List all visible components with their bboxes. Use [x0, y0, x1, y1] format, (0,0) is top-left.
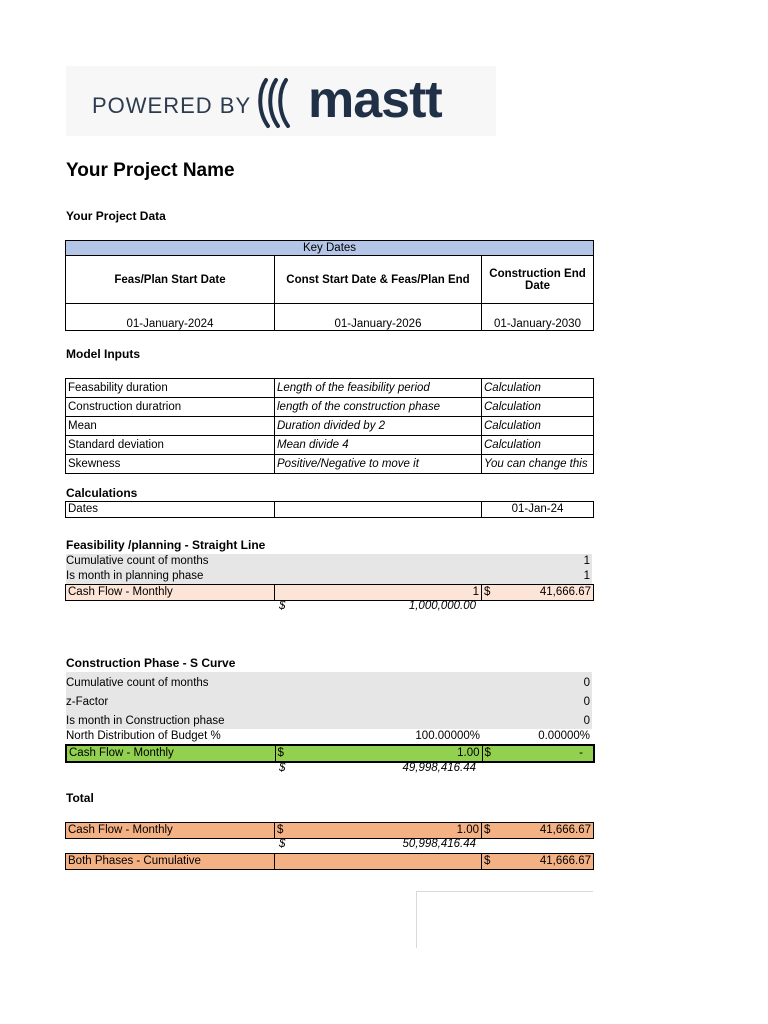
model-inputs-heading: Model Inputs	[66, 347, 140, 361]
input-note[interactable]: You can change this	[482, 455, 594, 474]
const-zfactor-label: z-Factor	[66, 696, 109, 708]
input-name: Mean	[66, 417, 275, 436]
total-cumulative-value[interactable]: 41,666.67	[494, 854, 594, 870]
const-cashflow-label: Cash Flow - Monthly	[66, 745, 275, 762]
dates-empty-cell[interactable]	[275, 502, 482, 518]
input-desc: Mean divide 4	[275, 436, 482, 455]
table-row	[66, 417, 594, 436]
total-cashflow-currency: $	[482, 823, 494, 839]
const-end-label: Construction End Date	[482, 256, 594, 304]
total-cumulative-empty[interactable]	[275, 854, 482, 870]
input-name: Feasability duration	[66, 379, 275, 398]
feas-cumulative-label: Cumulative count of months	[66, 555, 209, 567]
const-north-value[interactable]: 0.00000%	[538, 730, 590, 742]
feas-cashflow-currency: $	[482, 585, 494, 601]
total-cashflow-label: Cash Flow - Monthly	[66, 823, 275, 839]
mastt-mark-icon	[258, 76, 298, 130]
construction-heading: Construction Phase - S Curve	[66, 656, 236, 670]
dates-label: Dates	[66, 502, 275, 518]
const-cumulative-value[interactable]: 0	[583, 677, 590, 689]
model-inputs-table	[65, 378, 594, 474]
input-name: Standard deviation	[66, 436, 275, 455]
const-inphase-label: Is month in Construction phase	[66, 715, 225, 727]
const-total-currency: $	[279, 762, 286, 774]
input-desc: Duration divided by 2	[275, 417, 482, 436]
feas-inphase-label: Is month in planning phase	[66, 570, 204, 582]
const-north-row	[66, 729, 592, 744]
total-cashflow-mid[interactable]: 1.00	[287, 823, 482, 839]
mastt-brand-text: mastt	[308, 71, 442, 129]
input-desc: Length of the feasibility period	[275, 379, 482, 398]
page-title: Your Project Name	[66, 160, 235, 181]
const-north-label: North Distribution of Budget %	[66, 730, 221, 742]
total-cashflow-mid-currency: $	[275, 823, 287, 839]
total-cashflow-row	[65, 822, 594, 839]
total-cumulative-row	[65, 853, 594, 870]
total-heading: Total	[66, 791, 94, 805]
input-note[interactable]: Calculation	[482, 379, 594, 398]
project-data-heading: Your Project Data	[66, 209, 166, 223]
table-row	[66, 379, 594, 398]
table-row	[66, 436, 594, 455]
input-desc: length of the construction phase	[275, 398, 482, 417]
total-cumulative-currency: $	[482, 854, 494, 870]
input-note[interactable]: Calculation	[482, 398, 594, 417]
table-row	[66, 455, 594, 474]
total-sum-currency: $	[279, 838, 286, 850]
const-cumulative-label: Cumulative count of months	[66, 677, 209, 689]
const-zfactor-row	[66, 691, 592, 710]
feas-inphase-value[interactable]: 1	[583, 570, 590, 582]
input-desc: Positive/Negative to move it	[275, 455, 482, 474]
const-inphase-value[interactable]: 0	[583, 715, 590, 727]
const-end-value[interactable]: 01-January-2030	[482, 304, 594, 331]
const-cashflow-row	[65, 744, 595, 763]
const-start-label: Const Start Date & Feas/Plan End	[275, 256, 482, 304]
key-dates-header: Key Dates	[66, 241, 594, 256]
feas-cashflow-label: Cash Flow - Monthly	[66, 585, 275, 601]
input-name: Skewness	[66, 455, 275, 474]
feas-total-currency: $	[279, 600, 286, 612]
feas-cashflow-mid[interactable]: 1	[275, 585, 482, 601]
mastt-logo	[66, 66, 496, 136]
total-cumulative-label: Both Phases - Cumulative	[66, 854, 275, 870]
const-north-mid[interactable]: 100.00000%	[415, 730, 480, 742]
total-cashflow-value[interactable]: 41,666.67	[494, 823, 594, 839]
feas-cumulative-row	[66, 554, 592, 569]
powered-by-text: POWERED BY	[92, 93, 252, 118]
feas-cashflow-value[interactable]: 41,666.67	[494, 585, 594, 601]
dates-value[interactable]: 01-Jan-24	[482, 502, 594, 518]
const-cumulative-row	[66, 672, 592, 691]
input-note[interactable]: Calculation	[482, 417, 594, 436]
const-start-value[interactable]: 01-January-2026	[275, 304, 482, 331]
calculations-heading: Calculations	[66, 486, 138, 500]
const-inphase-row	[66, 710, 592, 729]
feasibility-heading: Feasibility /planning - Straight Line	[66, 538, 266, 552]
const-total-value: 49,998,416.44	[402, 762, 476, 774]
input-name: Construction duratrion	[66, 398, 275, 417]
total-sum-value: 50,998,416.44	[402, 838, 476, 850]
const-zfactor-value[interactable]: 0	[583, 696, 590, 708]
blank-cell-area	[416, 891, 593, 948]
feas-start-value[interactable]: 01-January-2024	[66, 304, 275, 331]
dates-row	[65, 501, 594, 518]
table-row	[66, 398, 594, 417]
key-dates-table	[65, 240, 594, 331]
const-cashflow-mid[interactable]: 1.00	[287, 745, 482, 762]
feas-cashflow-row	[65, 584, 594, 601]
input-note[interactable]: Calculation	[482, 436, 594, 455]
const-cashflow-currency: $	[482, 745, 494, 762]
feas-total-value: 1,000,000.00	[408, 600, 476, 612]
feas-cumulative-value[interactable]: 1	[583, 555, 590, 567]
const-cashflow-value[interactable]: -	[494, 745, 594, 762]
const-cashflow-mid-currency: $	[275, 745, 287, 762]
feas-start-label: Feas/Plan Start Date	[66, 256, 275, 304]
feas-inphase-row	[66, 569, 592, 584]
